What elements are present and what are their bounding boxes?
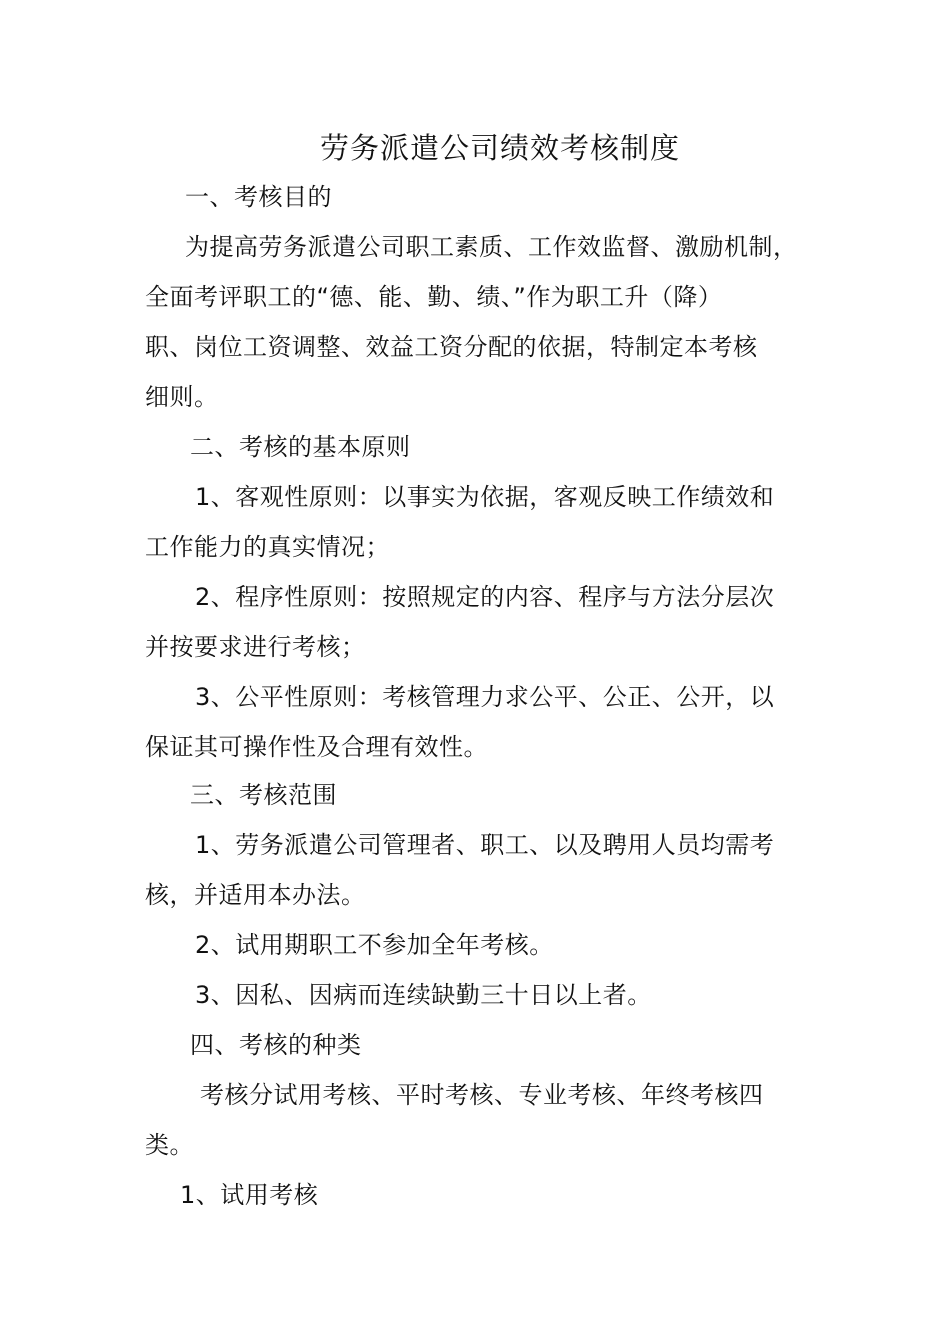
section-heading-scope: 三、考核范围: [190, 781, 337, 809]
paragraph-line: 3、因私、因病而连续缺勤三十日以上者。: [195, 981, 652, 1009]
paragraph-line: 1、劳务派遣公司管理者、职工、以及聘用人员均需考: [195, 831, 775, 859]
paragraph-line: 考核分试用考核、平时考核、专业考核、年终考核四: [200, 1081, 764, 1109]
paragraph-line: 并按要求进行考核；: [145, 633, 366, 661]
paragraph-line: 为提高劳务派遣公司职工素质、工作效监督、激励机制，: [185, 233, 798, 261]
paragraph-line: 保证其可操作性及合理有效性。: [145, 733, 488, 761]
paragraph-line: 2、程序性原则：按照规定的内容、程序与方法分层次: [195, 583, 775, 611]
section-heading-types: 四、考核的种类: [190, 1031, 362, 1059]
paragraph-line: 1、客观性原则：以事实为依据，客观反映工作绩效和: [195, 483, 775, 511]
paragraph-line: 职、岗位工资调整、效益工资分配的依据，特制定本考核: [145, 333, 758, 361]
paragraph-line: 核，并适用本办法。: [145, 881, 366, 909]
paragraph-line: 工作能力的真实情况；: [145, 533, 390, 561]
subsection-heading: 1、试用考核: [180, 1181, 319, 1209]
document-title: 劳务派遣公司绩效考核制度: [319, 131, 680, 165]
paragraph-line: 全面考评职工的“德、能、勤、绩、”作为职工升（降）: [145, 283, 723, 311]
paragraph-line: 2、试用期职工不参加全年考核。: [195, 931, 554, 959]
section-heading-principles: 二、考核的基本原则: [190, 433, 411, 461]
paragraph-line: 3、公平性原则：考核管理力求公平、公正、公开，以: [195, 683, 775, 711]
section-heading-purpose: 一、考核目的: [185, 183, 332, 211]
paragraph-line: 细则。: [145, 383, 219, 411]
paragraph-line: 类。: [145, 1131, 194, 1159]
